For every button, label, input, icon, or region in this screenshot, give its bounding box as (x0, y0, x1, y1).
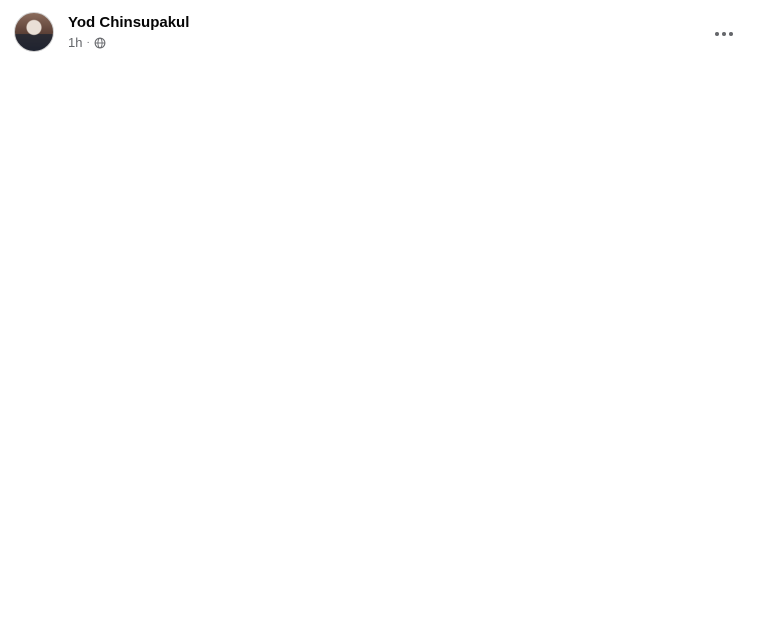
post-timestamp[interactable]: 1h (68, 35, 83, 50)
author-name[interactable]: Yod Chinsupakul (68, 14, 190, 31)
post-meta (68, 35, 106, 50)
meta-separator: · (86, 37, 90, 48)
globe-icon[interactable] (94, 37, 106, 49)
author-avatar[interactable] (14, 12, 54, 52)
post-header (14, 10, 750, 56)
more-options-icon[interactable] (708, 18, 740, 50)
